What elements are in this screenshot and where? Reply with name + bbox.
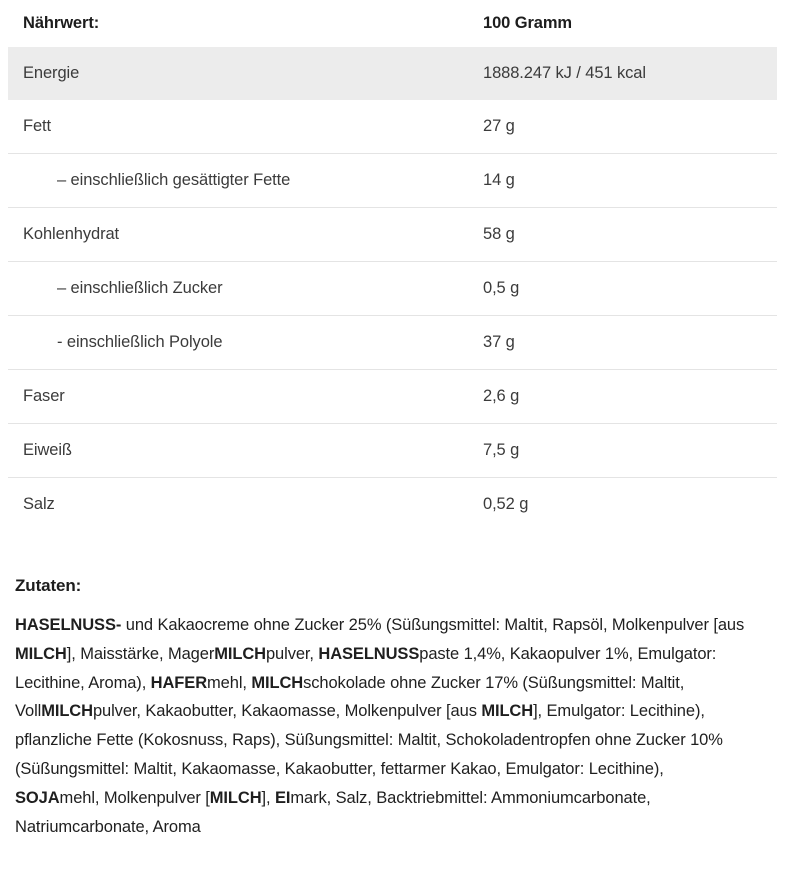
nutrition-row [8, 47, 777, 100]
nutrient-label: Eiweiß [23, 441, 72, 459]
allergen-bold-text: SOJA [15, 788, 60, 807]
nutrition-row [8, 423, 777, 477]
nutrition-table-header [8, 0, 777, 47]
allergen-bold-text: MILCH [15, 644, 67, 663]
ingredient-text: paste 1,4%, Kakaopulver 1%, Emulgator: Lecithine, Aroma), [15, 644, 717, 692]
nutrient-label: Salz [23, 495, 55, 513]
ingredient-text: ], Emulgator: Lecithine), pflanzliche Fette (Kokosnuss, Raps), Süßungsmittel: Maltit, Schokoladentropfen ohne Zucker 10% (Süßungsmittel: Maltit, Kakaomasse, Kakaobutter, fettarmer Kakao, Emulgator: Lecithine), [15, 702, 723, 778]
nutrition-row [8, 477, 777, 531]
ingredients-heading: Zutaten: [15, 576, 82, 595]
nutrient-value: 27 g [483, 117, 515, 135]
ingredient-text: mehl, Molkenpulver [ [59, 788, 210, 807]
nutrition-table [8, 0, 777, 531]
nutrient-value: 14 g [483, 171, 515, 189]
ingredient-text: und Kakaocreme ohne Zucker 25% (Süßungsmittel: Maltit, Rapsöl, Molkenpulver [aus [121, 616, 745, 634]
ingredients-text [15, 611, 748, 841]
nutrition-row [8, 315, 777, 369]
nutrient-label: Energie [23, 64, 80, 82]
nutrient-value: 2,6 g [483, 387, 520, 405]
nutrition-row [8, 100, 777, 153]
nutrient-label: Faser [23, 387, 65, 405]
nutrient-label: Kohlenhydrat [23, 225, 120, 243]
allergen-bold-text: MILCH [209, 788, 262, 807]
ingredient-text: pulver, Kakaobutter, Kakaomasse, Molkenpulver [aus [92, 702, 482, 721]
nutrient-label: Fett [23, 117, 52, 135]
ingredient-text: ], [261, 788, 275, 807]
nutrition-row [8, 153, 777, 207]
nutrient-label: – einschließlich Zucker [57, 279, 223, 297]
nutrient-label: – einschließlich gesättigter Fette [57, 171, 291, 189]
allergen-bold-text: HASELNUSS [318, 644, 420, 663]
nutrient-value: 7,5 g [483, 441, 520, 459]
ingredients-section [15, 576, 750, 841]
allergen-bold-text: MILCH [251, 673, 304, 692]
nutrition-row [8, 261, 777, 315]
nutrient-value: 58 g [483, 225, 515, 243]
allergen-bold-text: MILCH [481, 702, 534, 721]
nutrient-value: 37 g [483, 333, 515, 351]
ingredient-text: pulver, [265, 644, 319, 663]
ingredient-text: mehl, [207, 673, 252, 692]
allergen-bold-text: MILCH [214, 644, 266, 663]
ingredient-text: schokolade ohne Zucker 17% (Süßungsmittel: Maltit, Voll [15, 673, 685, 721]
allergen-bold-text: EI [274, 788, 291, 807]
nutrient-value: 0,5 g [483, 279, 520, 297]
nutrition-row [8, 207, 777, 261]
ingredient-text: ], Maisstärke, Mager [66, 644, 215, 663]
allergen-bold-text: HAFER [150, 673, 208, 692]
nutrition-header-value: 100 Gramm [483, 14, 572, 32]
allergen-bold-text: MILCH [41, 702, 93, 721]
nutrient-label: - einschließlich Polyole [57, 333, 223, 351]
allergen-bold-text: HASELNUSS- [15, 616, 122, 634]
nutrition-row [8, 369, 777, 423]
nutrient-value: 1888.247 kJ / 451 kcal [483, 64, 646, 82]
nutrition-table-body [8, 47, 777, 531]
ingredient-text: mark, Salz, Backtriebmittel: Ammoniumcarbonate, Natriumcarbonate, Aroma [15, 788, 651, 836]
nutrition-header-label: Nährwert: [23, 14, 100, 32]
nutrient-value: 0,52 g [483, 495, 529, 513]
